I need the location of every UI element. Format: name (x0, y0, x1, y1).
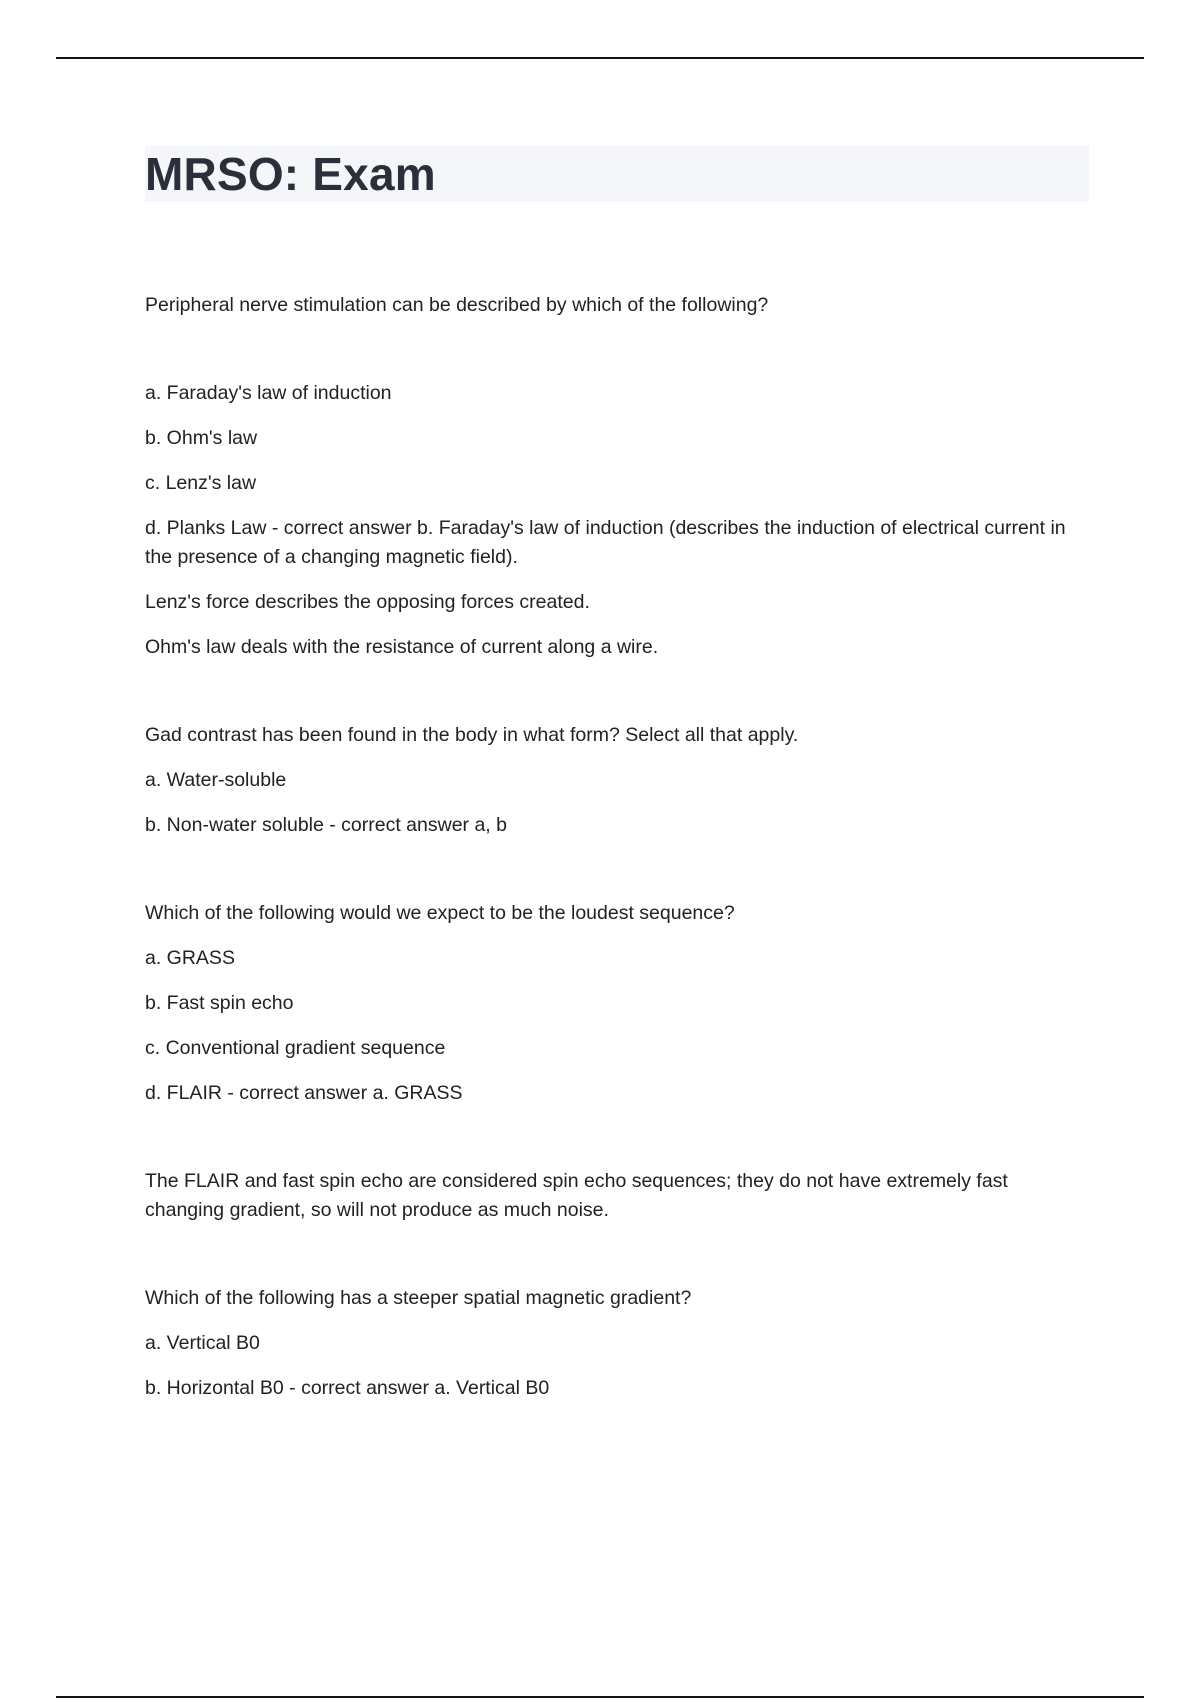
question-1-option-b: b. Ohm's law (145, 427, 258, 449)
title-banner (145, 146, 1089, 202)
question-2-option-a: a. Water-soluble (145, 769, 287, 791)
document-title: MRSO: Exam (145, 148, 436, 200)
top-divider (56, 57, 1144, 59)
question-3-option-d-answer: d. FLAIR - correct answer a. GRASS (145, 1082, 463, 1104)
question-4-text: Which of the following has a steeper spatial magnetic gradient? (145, 1287, 692, 1309)
document-body (145, 291, 1090, 1403)
question-3-option-b: b. Fast spin echo (145, 992, 294, 1014)
question-1-explanation-2: Ohm's law deals with the resistance of current along a wire. (145, 636, 659, 658)
question-2-option-b-answer: b. Non-water soluble - correct answer a, b (145, 814, 507, 836)
question-1-text: Peripheral nerve stimulation can be described by which of the following? (145, 294, 769, 316)
question-1-option-a: a. Faraday's law of induction (145, 382, 392, 404)
bottom-divider (56, 1696, 1144, 1698)
question-1-option-c: c. Lenz's law (145, 472, 257, 494)
question-1-explanation-1: Lenz's force describes the opposing forces created. (145, 591, 590, 613)
question-3-option-c: c. Conventional gradient sequence (145, 1037, 446, 1059)
question-1-option-d-answer: d. Planks Law - correct answer b. Faraday's law of induction (describes the induction of electrical current in the presence of a changing magnetic field). (145, 517, 1066, 568)
question-4-option-a: a. Vertical B0 (145, 1332, 260, 1354)
question-3-option-a: a. GRASS (145, 947, 235, 969)
question-3-text: Which of the following would we expect to be the loudest sequence? (145, 902, 735, 924)
question-4-option-b-answer: b. Horizontal B0 - correct answer a. Vertical B0 (145, 1377, 550, 1399)
question-2-text: Gad contrast has been found in the body in what form? Select all that apply. (145, 724, 799, 746)
question-3-explanation: The FLAIR and fast spin echo are considered spin echo sequences; they do not have extremely fast changing gradient, so will not produce as much noise. (145, 1170, 1008, 1221)
